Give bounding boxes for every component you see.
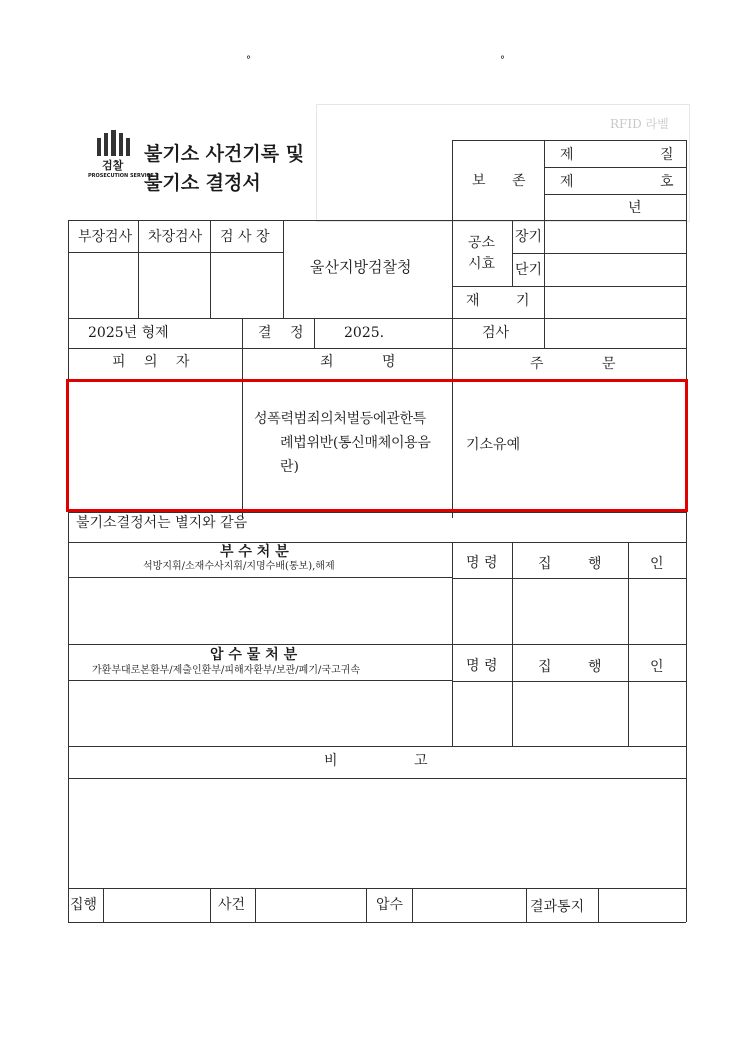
- logo-subtext: PROSECUTION SERVICE: [88, 173, 154, 179]
- mark-dot-right: °: [500, 55, 505, 66]
- approver-header-head: 검 사 장: [220, 229, 270, 245]
- footer-case-label: 사건: [218, 897, 246, 913]
- prosecutor-label: 검사: [482, 325, 510, 341]
- seized-execute-b: 행: [588, 659, 602, 675]
- decision-label-b: 정: [290, 325, 304, 341]
- limitation-label-2: 시효: [468, 256, 496, 272]
- preserve-volume-jil: 질: [660, 147, 674, 163]
- column-header-order: 주 문: [530, 356, 616, 372]
- remarks-title-a: 비: [324, 753, 338, 769]
- case-number: 2025년 형제: [88, 325, 169, 341]
- reactivate-label-b: 기: [516, 293, 530, 309]
- footer-result-notice-label: 결과통지: [530, 899, 585, 915]
- attached-execute-b: 행: [588, 556, 602, 572]
- decision-label-a: 결: [258, 325, 272, 341]
- preserve-number-je: 제: [560, 174, 574, 190]
- column-header-suspect: 피 의 자: [112, 354, 190, 370]
- seized-disposition-options: 가환부대로본환부/제출인환부/피해자환부/보관/폐기/국고귀속: [92, 665, 361, 676]
- charge-text-line3: 란): [280, 459, 299, 475]
- prosecution-logo-icon: [96, 130, 132, 156]
- preserve-year: 년: [628, 200, 642, 216]
- preserve-label-jon: 존: [512, 173, 526, 189]
- reactivate-label-a: 재: [466, 293, 480, 309]
- attached-execute-a: 집: [538, 556, 552, 572]
- seized-execute-a: 집: [538, 659, 552, 675]
- mark-dot-left: °: [246, 55, 251, 66]
- approver-header-chief: 부장검사: [78, 229, 133, 245]
- charge-text-line1: 성폭력범죄의처벌등에관한특: [254, 411, 426, 427]
- footer-execution-label: 집행: [70, 897, 98, 913]
- attached-order-label: 명 령: [466, 555, 498, 571]
- rfid-label-text: RFID 라벨: [610, 117, 669, 131]
- column-header-charge: 죄 명: [320, 354, 396, 370]
- remarks-title-b: 고: [414, 753, 428, 769]
- limitation-label-1: 공소: [468, 235, 496, 251]
- logo-text: 검찰: [102, 159, 124, 172]
- form-title-line2: 불기소 결정서: [144, 172, 261, 194]
- seized-order-label: 명 령: [466, 658, 498, 674]
- attached-seal: 인: [650, 556, 664, 572]
- footer-seizure-label: 압수: [376, 897, 404, 913]
- charge-text-line2: 례법위반(통신매체이용음: [280, 435, 431, 451]
- office-name: 울산지방검찰청: [310, 258, 412, 276]
- preserve-label-bo: 보: [472, 173, 486, 189]
- decision-date: 2025.: [344, 325, 385, 341]
- separate-sheet-note: 불기소결정서는 별지와 같음: [76, 515, 248, 531]
- limitation-long: 장기: [515, 229, 543, 245]
- preserve-volume-je: 제: [560, 147, 574, 163]
- seized-disposition-title: 압 수 물 처 분: [210, 647, 298, 663]
- form-title-line1: 불기소 사건기록 및: [144, 143, 305, 165]
- order-disposition: 기소유예: [466, 437, 521, 453]
- attached-disposition-options: 석방지휘/소재수사지휘/지명수배(통보),해제: [143, 561, 335, 572]
- preserve-number-ho: 호: [660, 174, 674, 190]
- limitation-short: 단기: [515, 262, 543, 278]
- approver-header-deputy: 차장검사: [148, 229, 203, 245]
- seized-seal: 인: [650, 659, 664, 675]
- attached-disposition-title: 부 수 처 분: [220, 544, 289, 560]
